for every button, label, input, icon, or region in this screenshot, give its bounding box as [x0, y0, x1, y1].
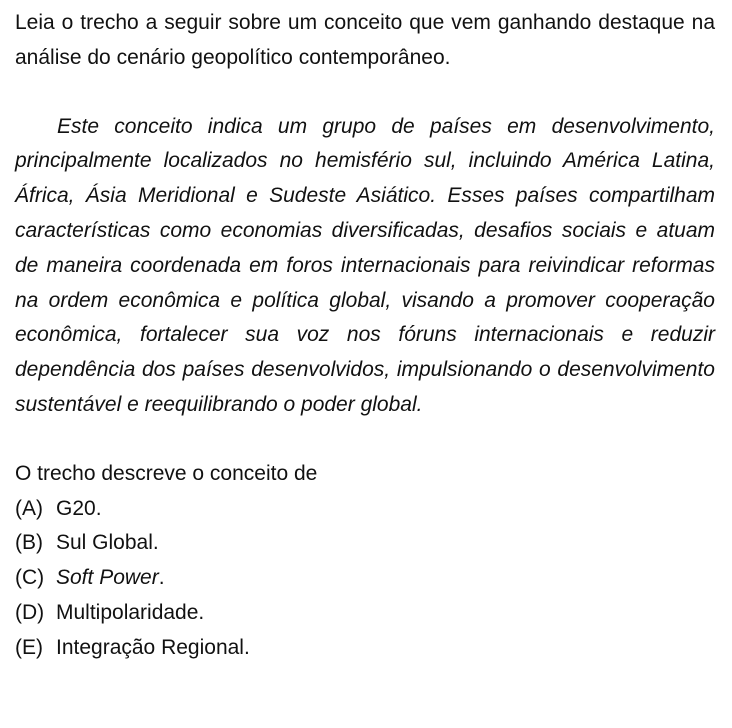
option-text-italic: Soft Power: [56, 566, 159, 590]
option-letter: (E): [15, 635, 43, 659]
option-text: G20.: [56, 496, 102, 520]
option-b[interactable]: [15, 526, 715, 561]
option-letter: (D): [15, 600, 45, 624]
option-letter: (C): [15, 566, 45, 590]
option-text: Multipolaridade.: [56, 600, 205, 624]
option-letter: (A): [15, 496, 43, 520]
option-text: .: [158, 566, 165, 590]
option-text: Sul Global.: [56, 531, 159, 555]
option-text: Integração Regional.: [56, 635, 250, 659]
question-document: [15, 6, 715, 666]
quoted-excerpt: Este conceito indica um grupo de países em desenvolvimento, principalmente localizados no hemisfério sul, incluindo América Latina, África, Ásia Meridional e Sudeste Asiático. Esses países compartilham características como economias diversificadas, desafios sociais e atuam de maneira coordenada em foros internacionais para reivindicar reformas na ordem econômica e política global, visando a promover cooperação econômica, fortalecer sua voz nos fóruns internacionais e reduzir dependência dos países desenvolvidos, impulsionando o desenvolvimento sustentável e reequilibrando o poder global.: [15, 114, 715, 416]
option-a[interactable]: [15, 492, 715, 527]
intro-paragraph: Leia o trecho a seguir sobre um conceito que vem ganhando destaque na análise do cenário geopolítico contemporâneo.: [15, 11, 715, 69]
option-e[interactable]: [15, 631, 715, 666]
option-letter: (B): [15, 531, 43, 555]
answer-options: [15, 492, 715, 666]
option-c[interactable]: [15, 561, 715, 596]
option-d[interactable]: [15, 596, 715, 631]
question-stem: O trecho descreve o conceito de: [15, 461, 318, 485]
